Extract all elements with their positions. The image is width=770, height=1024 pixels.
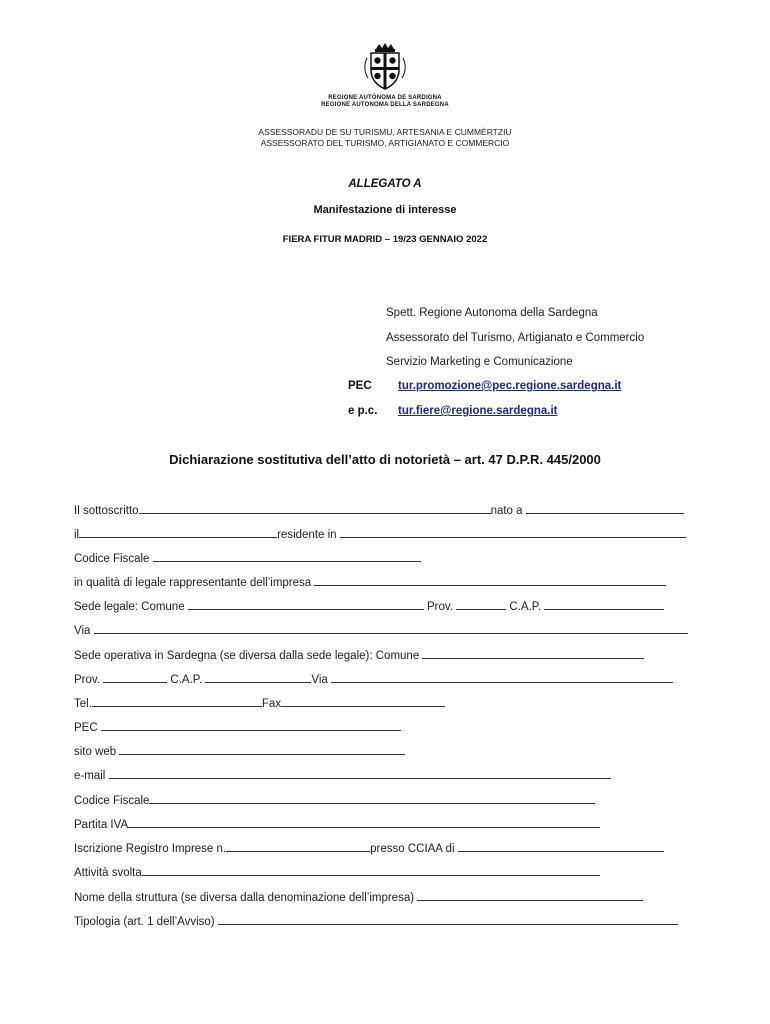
sottoscritto-field[interactable] (139, 503, 491, 514)
form-line-attivita (74, 865, 600, 879)
via-2-label: Via (311, 674, 328, 686)
sede-operativa-field[interactable] (422, 648, 644, 659)
form-line-email (74, 768, 611, 782)
prov-2-label: Prov. (74, 674, 100, 686)
codice-fiscale-2-field[interactable] (149, 793, 595, 804)
nome-struttura-label: Nome della struttura (se diversa dalla denominazione dell’impresa) (74, 892, 415, 904)
prov-2-field[interactable] (103, 672, 167, 683)
sito-web-label: sito web (74, 746, 117, 758)
via-2-field[interactable] (331, 672, 673, 683)
residente-label: residente in (277, 529, 337, 541)
il-field[interactable] (79, 527, 277, 538)
form-line-codice-fiscale-2 (74, 793, 595, 807)
addressee-line-1: Spett. Regione Autonoma della Sardegna (386, 307, 598, 319)
codice-fiscale-2-label: Codice Fiscale (74, 795, 150, 807)
presso-field[interactable] (458, 841, 664, 852)
pec-email-link[interactable]: tur.promozione@pec.regione.sardegna.it (398, 380, 622, 392)
nome-struttura-field[interactable] (417, 890, 643, 901)
declaration-title: Dichiarazione sostitutiva dell’atto di notorietà – art. 47 D.P.R. 445/2000 (169, 452, 601, 467)
form-line-pec (74, 720, 401, 734)
pec-field[interactable] (101, 720, 401, 731)
email-field[interactable] (109, 768, 611, 779)
attivita-field[interactable] (142, 865, 600, 876)
form-line-iscrizione (74, 841, 664, 855)
form-line-partita-iva (74, 817, 600, 831)
sito-web-field[interactable] (119, 744, 405, 755)
fax-label: Fax (261, 698, 282, 710)
form-line-il (74, 527, 686, 541)
form-line-qualita (74, 575, 666, 589)
sottoscritto-label: Il sottoscritto (74, 505, 139, 517)
email-label: e-mail (74, 770, 106, 782)
tipologia-label: Tipologia (art. 1 dell’Avviso) (74, 916, 215, 928)
partita-iva-field[interactable] (128, 817, 600, 828)
prov-label: Prov. (427, 601, 454, 613)
impresa-field[interactable] (314, 575, 666, 586)
form-line-sito-web (74, 744, 405, 758)
form-line-nome-struttura (74, 890, 643, 904)
il-label: il (74, 529, 80, 541)
form-line-sede-operativa (74, 648, 644, 662)
nato-a-field[interactable] (526, 503, 684, 514)
addressee-line-3: Servizio Marketing e Comunicazione (386, 356, 573, 368)
prov-field[interactable] (456, 599, 506, 610)
form-line-sottoscritto (74, 503, 684, 517)
sede-legale-label: Sede legale: Comune (74, 601, 185, 613)
form-line-codice-fiscale (74, 551, 421, 565)
attachment-title: ALLEGATO A (348, 178, 422, 190)
form-line-tipologia (74, 914, 678, 928)
pec-label: PEC (348, 380, 372, 392)
tel-label: Tel. (74, 698, 92, 710)
form-line-tel-fax (74, 696, 445, 710)
nato-a-label: nato a (490, 505, 523, 517)
pec-field-label: PEC (74, 722, 98, 734)
partita-iva-label: Partita IVA (74, 819, 129, 831)
via-label: Via (74, 625, 91, 637)
tel-field[interactable] (92, 696, 262, 707)
codice-fiscale-label: Codice Fiscale (74, 553, 150, 565)
coat-of-arms-icon (359, 40, 411, 92)
tipologia-field[interactable] (218, 914, 678, 925)
attivita-label: Attività svolta (74, 867, 142, 879)
iscrizione-field[interactable] (226, 841, 370, 852)
department-name-sardinian: ASSESSORADU DE SU TURISMU, ARTESANIA E CUMMÈRTZIU (258, 127, 512, 137)
document-subtitle: Manifestazione di interesse (313, 204, 457, 216)
region-name-italian: REGIONE AUTONOMA DELLA SARDEGNA (321, 102, 449, 108)
region-name-sardinian: REGIONE AUTÒNOMA DE SARDIGNA (328, 95, 442, 101)
cap-2-label: C.A.P. (170, 674, 203, 686)
epc-email-link[interactable]: tur.fiere@regione.sardegna.it (398, 405, 558, 417)
form-line-sede-legale (74, 599, 664, 613)
residente-field[interactable] (340, 527, 686, 538)
codice-fiscale-field[interactable] (153, 551, 421, 562)
event-title: FIERA FITUR MADRID – 19/23 GENNAIO 2022 (282, 234, 488, 245)
fax-field[interactable] (281, 696, 445, 707)
qualita-label: in qualità di legale rappresentante dell’impresa (74, 577, 312, 589)
epc-label: e p.c. (348, 405, 378, 417)
via-field[interactable] (94, 623, 688, 634)
cap-2-field[interactable] (205, 672, 311, 683)
iscrizione-label: Iscrizione Registro Imprese n. (74, 843, 227, 855)
cap-field[interactable] (544, 599, 664, 610)
form-line-via (74, 623, 688, 637)
addressee-line-2: Assessorato del Turismo, Artigianato e Commercio (386, 332, 645, 344)
cap-label: C.A.P. (509, 601, 542, 613)
presso-label: presso CCIAA di (370, 843, 455, 855)
sede-operativa-label: Sede operativa in Sardegna (se diversa dalla sede legale): Comune (74, 650, 420, 662)
sede-legale-comune-field[interactable] (188, 599, 424, 610)
department-name-italian: ASSESSORATO DEL TURISMO, ARTIGIANATO E COMMERCIO (260, 138, 510, 148)
form-line-prov-cap-via (74, 672, 673, 686)
